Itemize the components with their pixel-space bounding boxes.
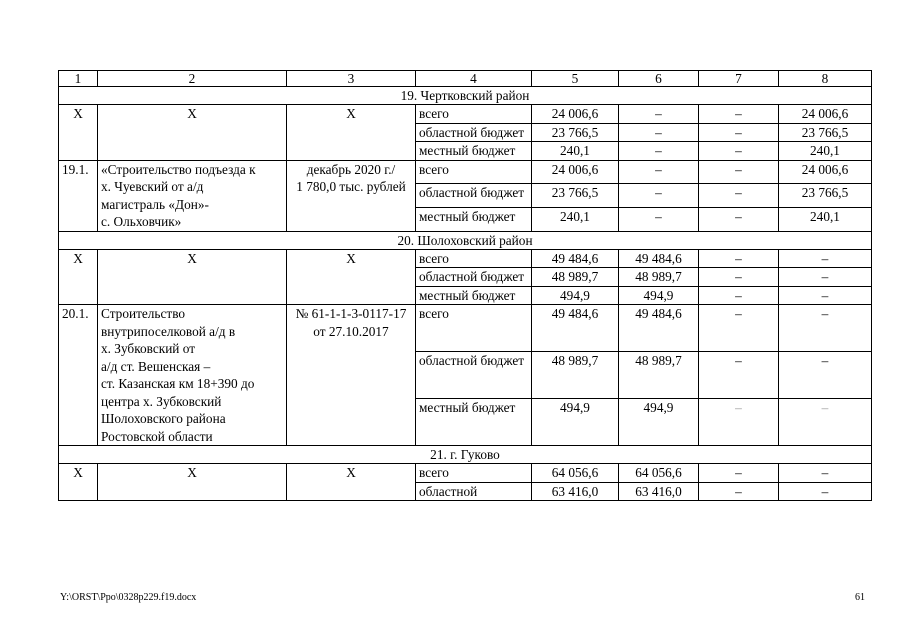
col-header: 6 [619,71,699,87]
funding-source: всего [416,160,532,184]
value-year-2: – [699,268,779,287]
value-year-1: 48 989,7 [619,352,699,399]
object-name-line: с. Ольховчик» [101,214,182,229]
object-name: Х [98,249,287,305]
value-total: 494,9 [532,399,619,446]
section-title: 21. г. Гуково [59,446,872,464]
col-header: 8 [779,71,872,87]
funding-source: областной [416,482,532,501]
object-name-line: Шолоховского района [101,411,226,426]
value-year-3: 24 006,6 [779,105,872,124]
object-name-line: внутрипоселковой а/д в [101,323,236,339]
funding-source: всего [416,305,532,352]
column-number-row [59,71,872,87]
value-year-2: – [699,464,779,483]
value-year-2: – [699,249,779,268]
value-year-3: 23 766,5 [779,123,872,142]
object-name-line: Строительство [101,306,186,321]
row-number: Х [59,464,98,501]
object-name-line: х. Чуевский от а/д [101,179,204,194]
value-year-2: – [699,352,779,399]
funding-source: всего [416,249,532,268]
value-year-3: – [779,249,872,268]
object-name [98,160,287,231]
value-year-1: 494,9 [619,286,699,305]
object-info: Х [287,105,416,161]
value-year-3: 24 006,6 [779,160,872,184]
value-year-2: – [699,207,779,231]
value-year-3: – [779,286,872,305]
value-total: 23 766,5 [532,123,619,142]
value-year-1: 63 416,0 [619,482,699,501]
object-info-line: № 61-1-1-3-0117-17 [295,306,407,321]
object-info: Х [287,464,416,501]
object-name-line: х. Зубковский от [101,341,196,356]
section-title-row [59,87,872,105]
funding-source: областной бюджет [416,123,532,142]
value-total: 24 006,6 [532,160,619,184]
funding-source: областной бюджет [416,268,532,287]
section-title-row [59,231,872,249]
object-info [287,305,416,446]
value-year-2: – [699,142,779,161]
value-year-3: – [779,352,872,399]
value-total: 64 056,6 [532,464,619,483]
value-total: 48 989,7 [532,268,619,287]
value-total: 63 416,0 [532,482,619,501]
row-number: Х [59,105,98,161]
object-info-line: 1 780,0 тыс. рублей [296,179,406,194]
value-year-2: – [699,399,779,446]
value-year-3: – [779,482,872,501]
row-number: 19.1. [59,160,98,231]
object-info: Х [287,249,416,305]
funding-source: областной бюджет [416,352,532,399]
value-total: 240,1 [532,207,619,231]
col-header: 2 [98,71,287,87]
value-year-1: – [619,160,699,184]
row-number: Х [59,249,98,305]
table-row [59,305,872,352]
value-year-3: – [779,305,872,352]
file-path: Y:\ORST\Ppo\0328p229.f19.docx [60,592,197,603]
value-year-1: – [619,105,699,124]
col-header: 7 [699,71,779,87]
value-year-1: 49 484,6 [619,249,699,268]
funding-source: местный бюджет [416,286,532,305]
value-year-3: – [779,399,872,446]
value-year-1: – [619,123,699,142]
table-row [59,105,872,124]
value-year-1: 64 056,6 [619,464,699,483]
value-total: 23 766,5 [532,184,619,208]
section-title-row [59,446,872,464]
funding-source: местный бюджет [416,207,532,231]
value-year-2: – [699,123,779,142]
object-name-line: Ростовской области [101,428,213,444]
object-info-line: декабрь 2020 г./ [306,161,396,177]
value-year-2: – [699,482,779,501]
value-year-3: – [779,464,872,483]
value-total: 494,9 [532,286,619,305]
object-name: Х [98,105,287,161]
value-year-2: – [699,160,779,184]
value-total: 240,1 [532,142,619,161]
object-name-line: центра х. Зубковский [101,393,222,409]
value-total: 24 006,6 [532,105,619,124]
object-name-line: а/д ст. Вешенская – [101,358,211,374]
value-year-1: 494,9 [619,399,699,446]
value-year-3: 240,1 [779,142,872,161]
table-row [59,464,872,483]
section-title: 19. Чертковский район [59,87,872,105]
value-year-2: – [699,184,779,208]
funding-source: местный бюджет [416,399,532,446]
value-year-1: 49 484,6 [619,305,699,352]
value-year-3: 23 766,5 [779,184,872,208]
value-year-1: – [619,142,699,161]
value-year-2: – [699,286,779,305]
value-year-1: – [619,184,699,208]
page-number: 61 [855,592,865,603]
funding-source: местный бюджет [416,142,532,161]
object-info-line: от 27.10.2017 [313,323,389,339]
funding-source: областной бюджет [416,184,532,208]
funding-source: всего [416,105,532,124]
object-name-line: ст. Казанская км 18+390 до [101,376,255,391]
object-name-line: магистраль «Дон»- [101,196,209,212]
value-year-3: – [779,268,872,287]
value-total: 49 484,6 [532,249,619,268]
funding-source: всего [416,464,532,483]
value-year-1: 48 989,7 [619,268,699,287]
col-header: 1 [59,71,98,87]
col-header: 5 [532,71,619,87]
value-year-3: 240,1 [779,207,872,231]
table-row [59,160,872,184]
table-row [59,249,872,268]
col-header: 3 [287,71,416,87]
object-name: Х [98,464,287,501]
section-title: 20. Шолоховский район [59,231,872,249]
object-name [98,305,287,446]
value-year-2: – [699,305,779,352]
col-header: 4 [416,71,532,87]
row-number: 20.1. [59,305,98,446]
budget-table [58,70,872,501]
object-info [287,160,416,231]
value-year-1: – [619,207,699,231]
value-total: 49 484,6 [532,305,619,352]
value-year-2: – [699,105,779,124]
value-total: 48 989,7 [532,352,619,399]
object-name-line: «Строительство подъезда к [101,161,256,177]
